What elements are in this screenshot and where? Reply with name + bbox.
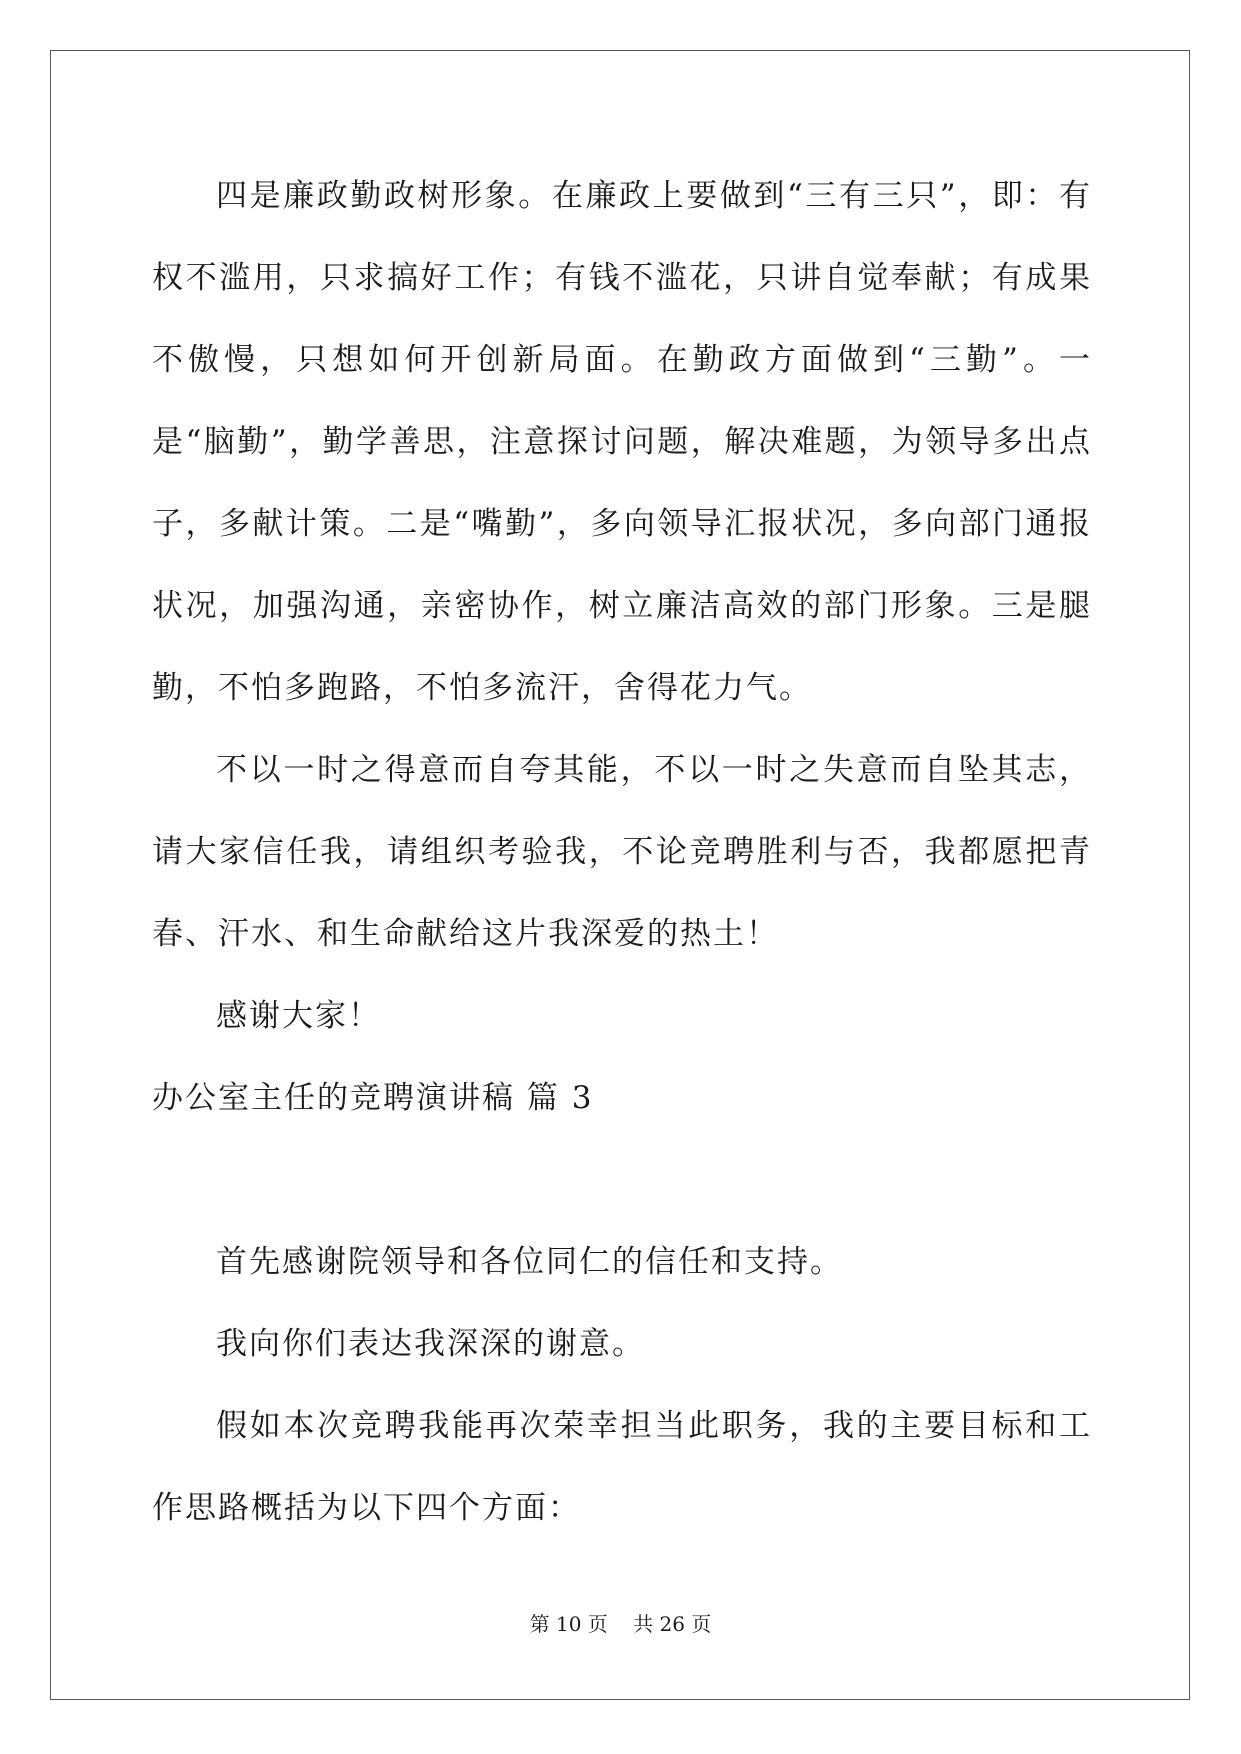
paragraph-goals-intro: 假如本次竞聘我能再次荣幸担当此职务，我的主要目标和工作思路概括为以下四个方面： [152,1408,1092,1526]
paragraph-thanks: 感谢大家！ [216,998,381,1034]
paragraph-gratitude: 我向你们表达我深深的谢意。 [216,1326,645,1362]
section-spacer [152,1139,1092,1221]
page-footer [0,1608,1241,1637]
section-heading: 办公室主任的竞聘演讲稿 篇 3 [152,1080,594,1116]
document-body [152,155,1092,1549]
page-number: 第 10 页 共 26 页 [529,1612,712,1636]
paragraph-commitment: 不以一时之得意而自夸其能，不以一时之失意而自坠其志，请大家信任我，请组织考验我，不论竞聘胜利与否，我都愿把青春、汗水、和生命献给这片我深爱的热土！ [152,752,1092,952]
paragraph-opening-thanks: 首先感谢院领导和各位同仁的信任和支持。 [216,1244,843,1280]
paragraph-integrity-diligence: 四是廉政勤政树形象。在廉政上要做到“三有三只”，即：有权不滥用，只求搞好工作；有钱不滥花，只讲自觉奉献；有成果不傲慢，只想如何开创新局面。在勤政方面做到“三勤”。一是“脑勤”，勤学善思，注意探讨问题，解决难题，为领导多出点子，多献计策。二是“嘴勤”，多向领导汇报状况，多向部门通报状况，加强沟通，亲密协作，树立廉洁高效的部门形象。三是腿勤，不怕多跑路，不怕多流汗，舍得花力气。 [152,178,1092,706]
